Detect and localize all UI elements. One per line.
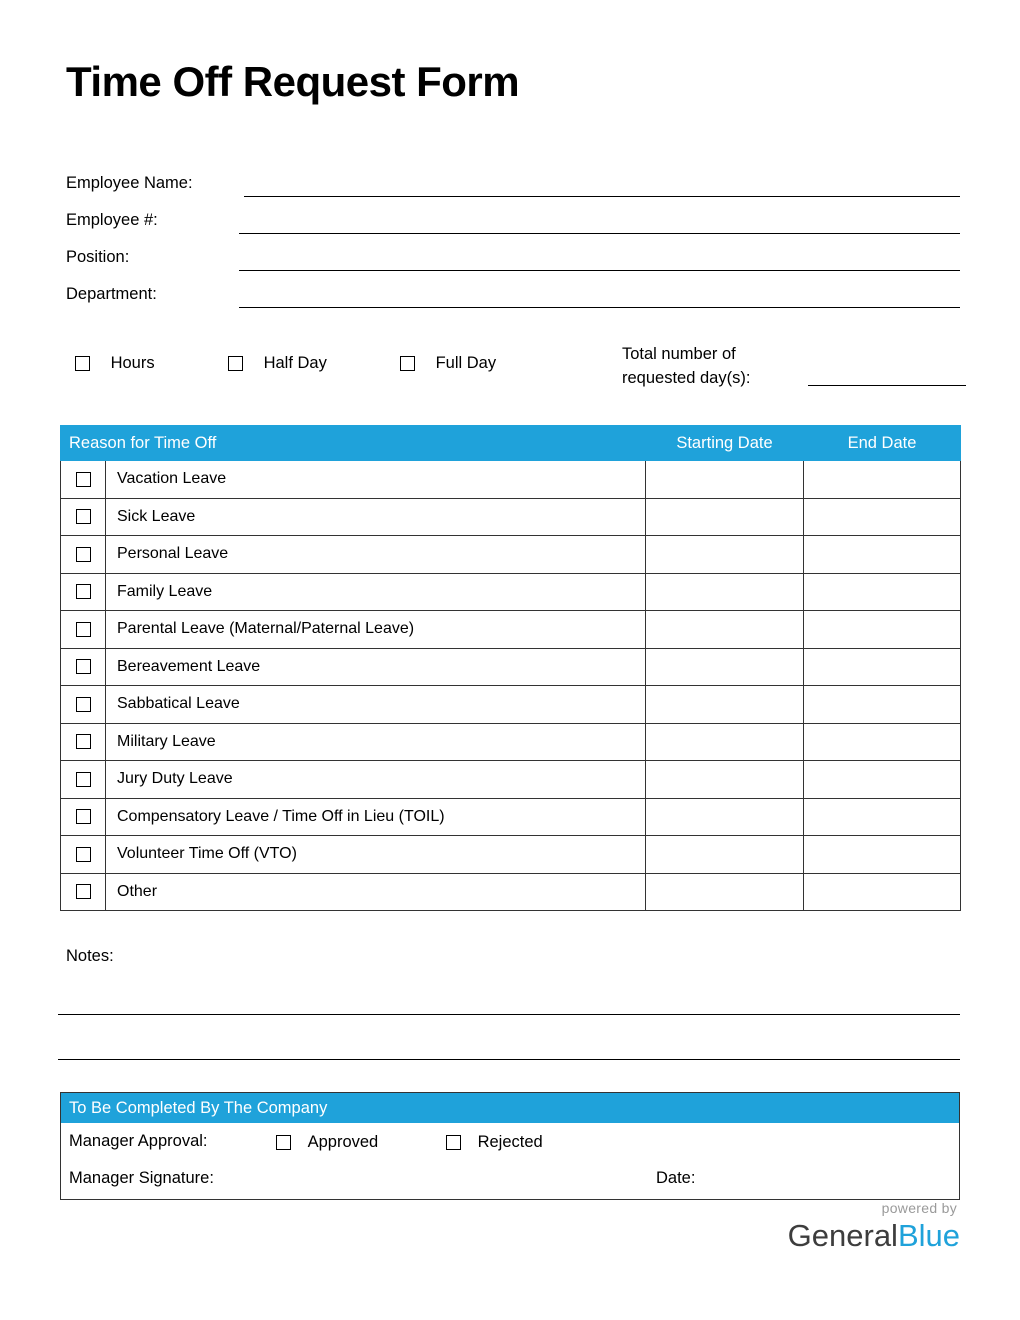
generalblue-logo xyxy=(660,1218,960,1254)
table-row xyxy=(61,761,961,799)
duration-option-full-day-label: Full Day xyxy=(435,354,497,373)
row-end-date-input[interactable] xyxy=(804,648,961,686)
row-checkbox-cell[interactable] xyxy=(61,798,106,836)
row-checkbox-cell[interactable] xyxy=(61,573,106,611)
row-start-date-input[interactable] xyxy=(646,498,804,536)
employee-fields xyxy=(66,160,960,308)
footer-branding xyxy=(660,1200,960,1254)
duration-option-full-day[interactable] xyxy=(400,354,496,373)
rejected-option[interactable] xyxy=(446,1133,543,1152)
row-checkbox-cell[interactable] xyxy=(61,648,106,686)
row-start-date-input[interactable] xyxy=(646,536,804,574)
row-end-date-input[interactable] xyxy=(804,498,961,536)
table-row xyxy=(61,498,961,536)
checkbox-icon[interactable] xyxy=(76,622,91,637)
checkbox-icon[interactable] xyxy=(76,884,91,899)
column-header-reason: Reason for Time Off xyxy=(61,426,646,461)
table-row xyxy=(61,723,961,761)
logo-text-blue: Blue xyxy=(897,1218,960,1253)
manager-approval-row xyxy=(61,1123,959,1161)
row-checkbox-cell[interactable] xyxy=(61,536,106,574)
row-end-date-input[interactable] xyxy=(804,836,961,874)
row-label: Personal Leave xyxy=(106,536,646,574)
table-body xyxy=(61,461,961,911)
checkbox-icon[interactable] xyxy=(276,1135,291,1150)
row-end-date-input[interactable] xyxy=(804,761,961,799)
checkbox-icon[interactable] xyxy=(76,697,91,712)
table-header-row xyxy=(61,426,961,461)
row-start-date-input[interactable] xyxy=(646,723,804,761)
department-input[interactable] xyxy=(239,281,960,308)
row-label: Compensatory Leave / Time Off in Lieu (TOIL) xyxy=(106,798,646,836)
checkbox-icon[interactable] xyxy=(400,356,415,371)
manager-signature-row xyxy=(61,1161,959,1199)
row-end-date-input[interactable] xyxy=(804,573,961,611)
row-end-date-input[interactable] xyxy=(804,611,961,649)
row-end-date-input[interactable] xyxy=(804,686,961,724)
position-label: Position: xyxy=(66,248,130,266)
row-label: Jury Duty Leave xyxy=(106,761,646,799)
duration-option-half-day-label: Half Day xyxy=(263,354,327,373)
powered-by-text: powered by xyxy=(881,1200,957,1216)
table-row xyxy=(61,573,961,611)
row-label: Bereavement Leave xyxy=(106,648,646,686)
employee-name-label: Employee Name: xyxy=(66,174,193,192)
approved-label: Approved xyxy=(307,1133,379,1152)
table-row xyxy=(61,686,961,724)
company-section-body xyxy=(61,1123,959,1199)
company-section-header: To Be Completed By The Company xyxy=(61,1093,959,1123)
table-row xyxy=(61,798,961,836)
department-label: Department: xyxy=(66,285,157,303)
row-start-date-input[interactable] xyxy=(646,686,804,724)
row-start-date-input[interactable] xyxy=(646,648,804,686)
checkbox-icon[interactable] xyxy=(76,472,91,487)
row-checkbox-cell[interactable] xyxy=(61,686,106,724)
checkbox-icon[interactable] xyxy=(76,659,91,674)
duration-option-hours-label: Hours xyxy=(110,354,155,373)
employee-number-input[interactable] xyxy=(239,207,960,234)
row-checkbox-cell[interactable] xyxy=(61,461,106,499)
row-start-date-input[interactable] xyxy=(646,573,804,611)
row-label: Military Leave xyxy=(106,723,646,761)
checkbox-icon[interactable] xyxy=(228,356,243,371)
row-start-date-input[interactable] xyxy=(646,461,804,499)
notes-input-line-1[interactable] xyxy=(58,1013,960,1015)
column-header-end-date: End Date xyxy=(804,426,961,461)
row-end-date-input[interactable] xyxy=(804,536,961,574)
row-label: Sabbatical Leave xyxy=(106,686,646,724)
manager-signature-label: Manager Signature: xyxy=(69,1169,214,1187)
checkbox-icon[interactable] xyxy=(76,847,91,862)
manager-approval-label: Manager Approval: xyxy=(69,1132,208,1150)
row-start-date-input[interactable] xyxy=(646,761,804,799)
table-row xyxy=(61,461,961,499)
approved-option[interactable] xyxy=(276,1133,378,1152)
checkbox-icon[interactable] xyxy=(76,547,91,562)
duration-option-half-day[interactable] xyxy=(228,354,327,373)
row-start-date-input[interactable] xyxy=(646,836,804,874)
row-label: Volunteer Time Off (VTO) xyxy=(106,836,646,874)
row-end-date-input[interactable] xyxy=(804,461,961,499)
row-end-date-input[interactable] xyxy=(804,873,961,911)
table-row xyxy=(61,836,961,874)
row-start-date-input[interactable] xyxy=(646,611,804,649)
checkbox-icon[interactable] xyxy=(76,772,91,787)
row-label: Family Leave xyxy=(106,573,646,611)
checkbox-icon[interactable] xyxy=(76,509,91,524)
table-row xyxy=(61,648,961,686)
notes-label: Notes: xyxy=(66,947,114,965)
logo-text-general: General xyxy=(787,1218,898,1253)
field-row-position xyxy=(66,234,960,271)
row-label: Other xyxy=(106,873,646,911)
row-start-date-input[interactable] xyxy=(646,873,804,911)
field-row-employee-number xyxy=(66,197,960,234)
notes-input-line-2[interactable] xyxy=(58,1058,960,1060)
employee-name-input[interactable] xyxy=(244,170,960,197)
row-label: Vacation Leave xyxy=(106,461,646,499)
table-row xyxy=(61,536,961,574)
row-checkbox-cell[interactable] xyxy=(61,611,106,649)
checkbox-icon[interactable] xyxy=(446,1135,461,1150)
total-days-label xyxy=(622,342,750,390)
duration-options xyxy=(66,340,960,400)
company-section xyxy=(60,1092,960,1200)
row-label: Sick Leave xyxy=(106,498,646,536)
total-days-label-line2: requested day(s): xyxy=(622,369,751,387)
table-row xyxy=(61,873,961,911)
page-title: Time Off Request Form xyxy=(66,58,520,105)
total-days-input[interactable] xyxy=(808,384,966,386)
row-label: Parental Leave (Maternal/Paternal Leave) xyxy=(106,611,646,649)
row-end-date-input[interactable] xyxy=(804,798,961,836)
row-checkbox-cell[interactable] xyxy=(61,873,106,911)
row-checkbox-cell[interactable] xyxy=(61,836,106,874)
table-row xyxy=(61,611,961,649)
row-checkbox-cell[interactable] xyxy=(61,761,106,799)
column-header-starting-date: Starting Date xyxy=(646,426,804,461)
row-end-date-input[interactable] xyxy=(804,723,961,761)
checkbox-icon[interactable] xyxy=(76,809,91,824)
employee-number-label: Employee #: xyxy=(66,211,158,229)
field-row-department xyxy=(66,271,960,308)
table-header xyxy=(61,426,961,461)
duration-option-hours[interactable] xyxy=(75,354,155,373)
checkbox-icon[interactable] xyxy=(75,356,90,371)
rejected-label: Rejected xyxy=(477,1133,543,1152)
checkbox-icon[interactable] xyxy=(76,584,91,599)
total-days-label-line1: Total number of xyxy=(622,345,736,363)
reason-for-time-off-table xyxy=(60,425,961,911)
row-start-date-input[interactable] xyxy=(646,798,804,836)
row-checkbox-cell[interactable] xyxy=(61,723,106,761)
row-checkbox-cell[interactable] xyxy=(61,498,106,536)
position-input[interactable] xyxy=(239,244,960,271)
field-row-employee-name xyxy=(66,160,960,197)
checkbox-icon[interactable] xyxy=(76,734,91,749)
signature-date-label: Date: xyxy=(656,1169,696,1187)
